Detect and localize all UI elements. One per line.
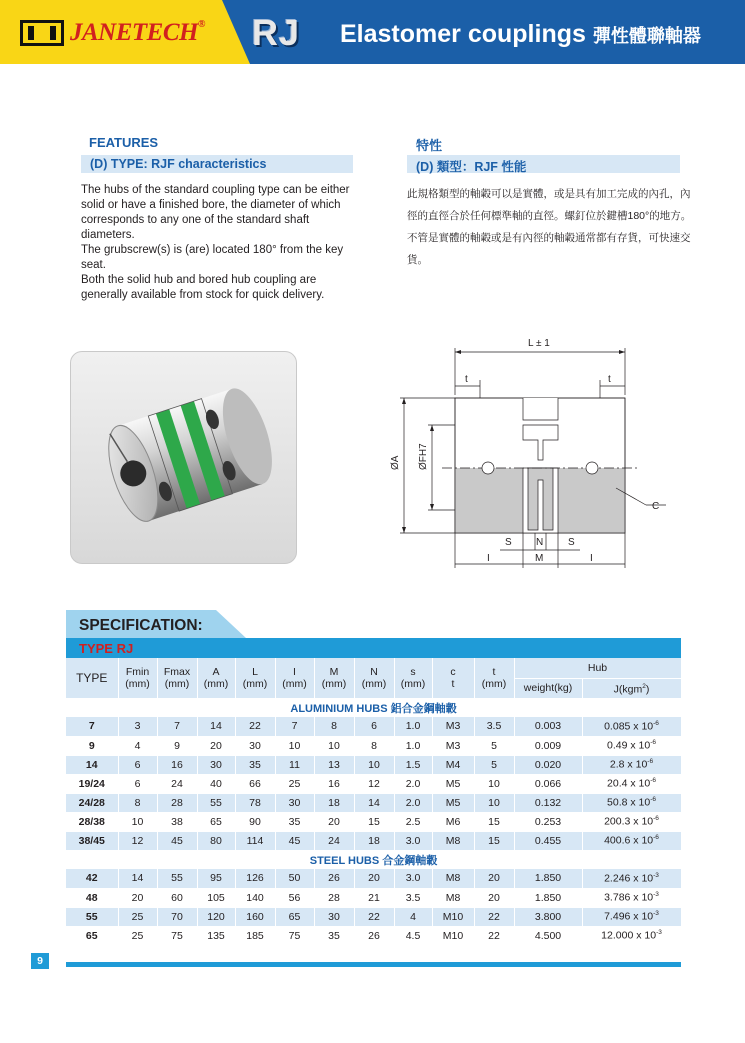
header-m: M (mm) (314, 658, 354, 698)
table-cell: 20 (354, 869, 394, 888)
table-cell: 20 (474, 869, 514, 888)
table-cell: 18 (354, 831, 394, 850)
table-cell: 3 (118, 717, 157, 736)
table-cell: 48 (66, 888, 118, 907)
dim-label-F: ØFH7 (418, 443, 429, 470)
header-s: s (mm) (394, 658, 432, 698)
table-cell: 25 (275, 774, 314, 793)
table-cell: 3.5 (474, 717, 514, 736)
section-header-row (66, 850, 681, 869)
features-paragraph: 不管是實體的軸轂或是有內徑的軸轂通常都有存貨，可快速交貨。 (407, 232, 691, 266)
table-cell: 7 (66, 717, 118, 736)
table-cell: 1.850 (514, 888, 582, 907)
table-cell-inertia: 2.246 x $10^{-3}$ (582, 869, 681, 888)
table-cell: M8 (432, 888, 474, 907)
brand-logo-text: JANETECH® (70, 19, 205, 46)
table-cell: 30 (235, 736, 275, 755)
table-cell: 3.800 (514, 907, 582, 926)
table-cell: 2.0 (394, 774, 432, 793)
table-cell: M5 (432, 793, 474, 812)
table-row (66, 831, 681, 850)
features-paragraph: Both the solid hub and bored hub coupling are generally available from stock for quick delivery. (81, 274, 325, 301)
table-cell: 13 (314, 755, 354, 774)
table-cell: 75 (275, 926, 314, 945)
table-cell-inertia: 12.000 x $10^{-3}$ (582, 926, 681, 945)
table-cell: 0.132 (514, 793, 582, 812)
section-title: STEEL HUBS 合金鋼軸轂 (66, 850, 681, 869)
table-row (66, 774, 681, 793)
table-cell: 24 (157, 774, 197, 793)
table-cell: 55 (197, 793, 235, 812)
features-subheading-en: (D) TYPE: RJF characteristics (81, 155, 353, 173)
table-cell: 3.0 (394, 831, 432, 850)
table-cell: M3 (432, 736, 474, 755)
table-cell: 24/28 (66, 793, 118, 812)
table-cell: 24 (314, 831, 354, 850)
table-cell: 6 (354, 717, 394, 736)
table-cell: 10 (474, 793, 514, 812)
table-cell: 20 (197, 736, 235, 755)
section-header-row (66, 698, 681, 717)
table-cell: 30 (197, 755, 235, 774)
table-cell: 105 (197, 888, 235, 907)
table-cell: 16 (157, 755, 197, 774)
table-cell: 26 (354, 926, 394, 945)
table-cell: 28/38 (66, 812, 118, 831)
table-cell: 0.066 (514, 774, 582, 793)
features-heading-en: FEATURES (89, 135, 159, 150)
table-cell-inertia: 20.4 x $10^{-6}$ (582, 774, 681, 793)
table-cell: 60 (157, 888, 197, 907)
table-cell: 80 (197, 831, 235, 850)
table-cell: 160 (235, 907, 275, 926)
table-cell: 0.455 (514, 831, 582, 850)
table-cell: 3.0 (394, 869, 432, 888)
features-paragraph: 此規格類型的軸轂可以是實體，或是具有加工完成的內孔，內徑的直徑合於任何標準軸的直徑。螺釘位於鍵槽180°的地方。 (407, 188, 692, 222)
table-cell: 90 (235, 812, 275, 831)
table-cell: 65 (197, 812, 235, 831)
table-cell: 5 (474, 736, 514, 755)
table-cell: 14 (118, 869, 157, 888)
table-cell: 114 (235, 831, 275, 850)
header-fmin: Fmin (mm) (118, 658, 157, 698)
table-cell: 4 (394, 907, 432, 926)
table-row (66, 869, 681, 888)
table-cell: 12 (354, 774, 394, 793)
page-number: 9 (31, 953, 49, 969)
table-cell-inertia: 7.496 x $10^{-3}$ (582, 907, 681, 926)
header-type: TYPE (66, 658, 118, 698)
table-cell: 30 (275, 793, 314, 812)
table-cell: 95 (197, 869, 235, 888)
table-cell: 9 (66, 736, 118, 755)
table-cell-inertia: 200.3 x $10^{-6}$ (582, 812, 681, 831)
table-cell: 35 (314, 926, 354, 945)
table-cell: 56 (275, 888, 314, 907)
dim-label-N: N (536, 537, 544, 548)
table-row (66, 755, 681, 774)
table-cell: 0.009 (514, 736, 582, 755)
table-cell: 20 (314, 812, 354, 831)
spec-title: SPECIFICATION: (79, 617, 203, 634)
table-row (66, 907, 681, 926)
table-cell: 15 (474, 812, 514, 831)
table-cell: 28 (157, 793, 197, 812)
product-photo (70, 351, 297, 564)
table-cell: 0.003 (514, 717, 582, 736)
dim-label-C: C (652, 501, 660, 512)
dim-label-I-left: I (487, 553, 490, 564)
product-code: RJ (252, 12, 301, 53)
spec-bottom-strip (66, 962, 681, 967)
table-cell: M4 (432, 755, 474, 774)
header-n: N (mm) (354, 658, 394, 698)
coupling-illustration (71, 352, 298, 565)
table-cell: 78 (235, 793, 275, 812)
table-cell: 8 (354, 736, 394, 755)
table-cell: 30 (314, 907, 354, 926)
features-subheading-zh: (D) 類型：RJF 性能 (407, 155, 680, 173)
table-cell: 42 (66, 869, 118, 888)
table-cell: 38/45 (66, 831, 118, 850)
dim-label-t-left: t (465, 374, 468, 385)
table-cell: 8 (314, 717, 354, 736)
header-a: A (mm) (197, 658, 235, 698)
header-i: I (mm) (275, 658, 314, 698)
dim-label-S-right: S (568, 537, 575, 548)
table-cell: 26 (314, 869, 354, 888)
table-cell: 18 (314, 793, 354, 812)
table-cell: 19/24 (66, 774, 118, 793)
table-cell: 1.0 (394, 736, 432, 755)
table-cell: 1.5 (394, 755, 432, 774)
table-cell: 22 (474, 926, 514, 945)
table-cell: 120 (197, 907, 235, 926)
table-cell: 1.0 (394, 717, 432, 736)
table-cell: 50 (275, 869, 314, 888)
table-cell: 65 (66, 926, 118, 945)
table-cell: 6 (118, 755, 157, 774)
table-cell: 14 (197, 717, 235, 736)
spec-type-label: TYPE RJ (79, 641, 134, 656)
table-cell: M6 (432, 812, 474, 831)
table-cell: 2.5 (394, 812, 432, 831)
table-cell: 0.020 (514, 755, 582, 774)
technical-drawing (380, 330, 680, 570)
table-cell: 9 (157, 736, 197, 755)
table-cell: 22 (354, 907, 394, 926)
page-title: Elastomer couplings 彈性體聯軸器 (340, 20, 701, 48)
table-cell-inertia: 3.786 x $10^{-3}$ (582, 888, 681, 907)
table-cell: 65 (275, 907, 314, 926)
features-paragraph: The hubs of the standard coupling type can be either solid or have a finished bore, the diameter of which corresponds to any one of the standard shaft diameters. (81, 184, 350, 241)
table-cell: 5 (474, 755, 514, 774)
table-cell: 135 (197, 926, 235, 945)
table-cell: 4.500 (514, 926, 582, 945)
section-title: ALUMINIUM HUBS 鋁合金鋼軸轂 (66, 698, 681, 717)
table-cell: 0.253 (514, 812, 582, 831)
features-body-zh (407, 183, 697, 271)
table-row (66, 926, 681, 945)
dim-label-M: M (535, 553, 544, 564)
table-cell: 25 (118, 907, 157, 926)
table-cell: 45 (275, 831, 314, 850)
dim-label-A: ØA (390, 455, 401, 470)
dim-label-L: L ± 1 (528, 338, 550, 349)
table-cell-inertia: 0.085 x $10^{-6}$ (582, 717, 681, 736)
janetech-logo-icon (20, 20, 64, 46)
table-cell: 20 (474, 888, 514, 907)
table-cell-inertia: 400.6 x $10^{-6}$ (582, 831, 681, 850)
table-cell: 20 (118, 888, 157, 907)
features-heading-zh: 特性 (416, 138, 443, 153)
spec-strip (66, 638, 681, 658)
table-cell: 16 (314, 774, 354, 793)
table-row (66, 717, 681, 736)
table-cell: 70 (157, 907, 197, 926)
table-row (66, 812, 681, 831)
table-cell: M8 (432, 869, 474, 888)
dim-label-I-right: I (590, 553, 593, 564)
table-cell: 55 (157, 869, 197, 888)
header-l: L (mm) (235, 658, 275, 698)
table-cell: 25 (118, 926, 157, 945)
table-cell: 10 (474, 774, 514, 793)
table-cell: 22 (474, 907, 514, 926)
table-cell: 21 (354, 888, 394, 907)
table-cell: 55 (66, 907, 118, 926)
table-cell: 6 (118, 774, 157, 793)
header-fmax: Fmax (mm) (157, 658, 197, 698)
table-cell: 38 (157, 812, 197, 831)
table-cell: 10 (314, 736, 354, 755)
table-cell: 28 (314, 888, 354, 907)
table-cell: 35 (235, 755, 275, 774)
table-cell: M5 (432, 774, 474, 793)
table-cell: 15 (474, 831, 514, 850)
table-cell: 22 (235, 717, 275, 736)
table-cell: 4 (118, 736, 157, 755)
dim-label-t-right: t (608, 374, 611, 385)
table-cell: 7 (275, 717, 314, 736)
table-row (66, 888, 681, 907)
table-cell: 126 (235, 869, 275, 888)
table-cell: M10 (432, 926, 474, 945)
header-t: t (mm) (474, 658, 514, 698)
spec-table (66, 658, 682, 946)
header-hub: Hub (514, 658, 681, 678)
table-cell: 14 (354, 793, 394, 812)
table-cell: 10 (275, 736, 314, 755)
table-cell: 4.5 (394, 926, 432, 945)
table-cell-inertia: 0.49 x $10^{-6}$ (582, 736, 681, 755)
table-cell: M8 (432, 831, 474, 850)
table-cell: 40 (197, 774, 235, 793)
table-cell: 75 (157, 926, 197, 945)
features-paragraph: The grubscrew(s) is (are) located 180° from the key seat. (81, 244, 344, 271)
table-row (66, 736, 681, 755)
table-cell: 35 (275, 812, 314, 831)
table-cell: 185 (235, 926, 275, 945)
table-cell: 66 (235, 774, 275, 793)
table-cell: 8 (118, 793, 157, 812)
table-cell: 140 (235, 888, 275, 907)
table-cell: 2.0 (394, 793, 432, 812)
table-cell: 11 (275, 755, 314, 774)
header-banner (0, 0, 745, 64)
table-cell: 7 (157, 717, 197, 736)
table-cell: 3.5 (394, 888, 432, 907)
features-body-en (81, 183, 361, 303)
table-cell-inertia: 2.8 x $10^{-6}$ (582, 755, 681, 774)
dim-label-S-left: S (505, 537, 512, 548)
table-cell-inertia: 50.8 x $10^{-6}$ (582, 793, 681, 812)
table-row (66, 793, 681, 812)
table-cell: M10 (432, 907, 474, 926)
table-cell: 15 (354, 812, 394, 831)
table-cell: 1.850 (514, 869, 582, 888)
header-c: c t (432, 658, 474, 698)
header-inertia: J(kgm$^2$) (582, 678, 681, 698)
table-cell: M3 (432, 717, 474, 736)
table-cell: 12 (118, 831, 157, 850)
table-cell: 14 (66, 755, 118, 774)
table-cell: 10 (118, 812, 157, 831)
table-cell: 10 (354, 755, 394, 774)
table-cell: 45 (157, 831, 197, 850)
header-weight: weight(kg) (514, 678, 582, 698)
